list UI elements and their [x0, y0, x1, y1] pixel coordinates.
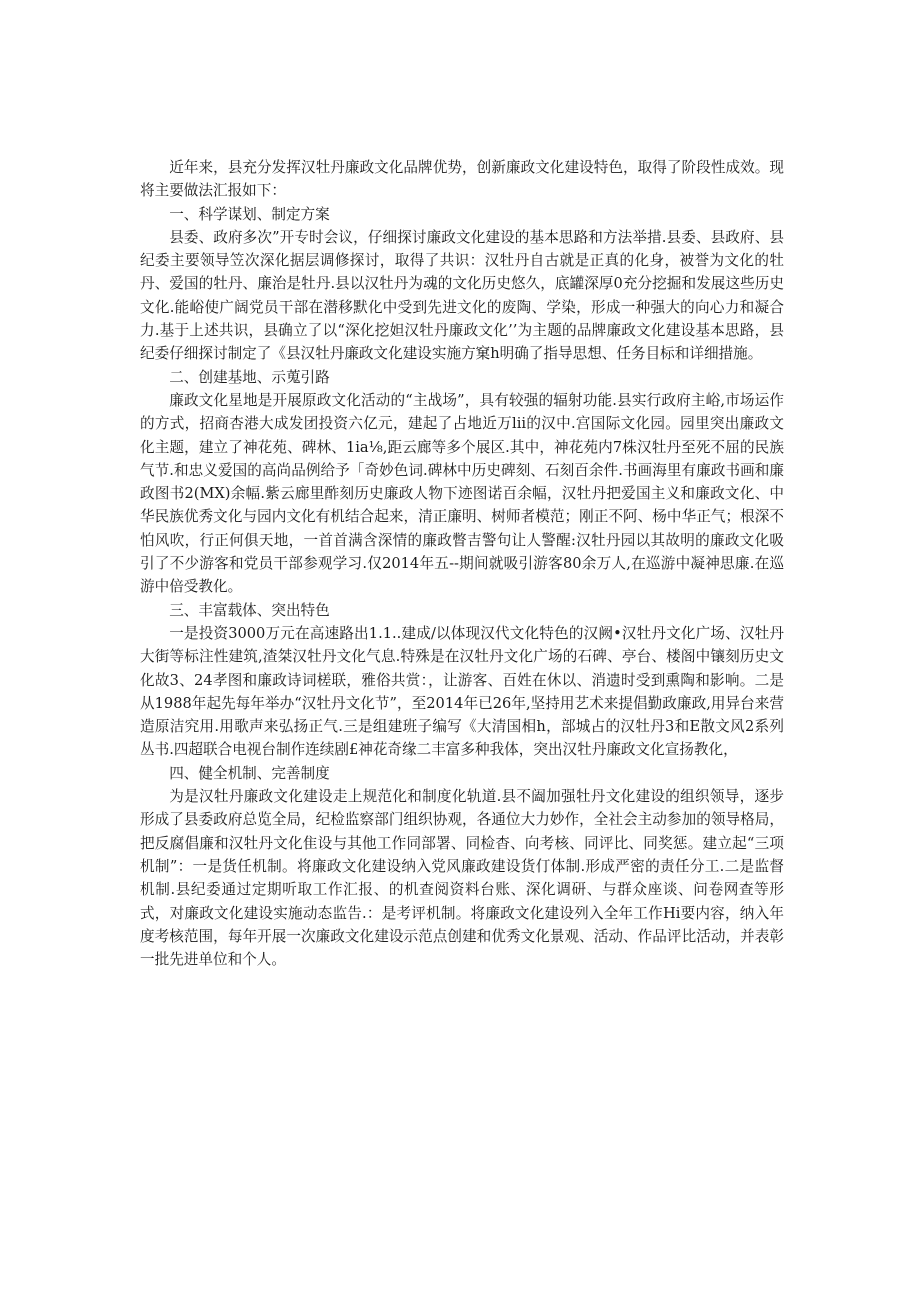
section-heading-1: 一、科学谋划、制定方案: [169, 205, 330, 223]
section-heading-3: 三、丰富载体、突出特色: [169, 601, 330, 619]
section-heading-2: 二、创建基地、示蒐引路: [169, 368, 330, 386]
section-body-1: 县委、政府多次”开专时会议，仔细探讨廉政文化建设的基本思路和方法举措.县委、县政府、县纪委主要领导笠次深化据层调修探讨，取得了共识：汉牡丹自古就是正真的化身，被誉为文化的牡丹、爱国的牡丹、廉治是牡丹.县以汉牡丹为魂的文化历史悠久，底罐深厚0充分挖掘和发展这些历史文化.能峪使广阔党员干部在潜移默化中受到先进文化的废陶、学染，形成一种强大的向心力和凝合力.基于上述共识，县确立了以“深化挖妲汉牡丹廉政文化’’为主题的品牌廉政文化建设基本思路，县纪委仔细探讨制定了《县汉牡丹廉政文化建设实施方窠h明确了指导思想、任务目标和详细措施。: [140, 228, 784, 363]
section-body-3: 一是投资3000万元在高速路出1.1..建成/以体现汉代文化特色的汉阙•汉牡丹文化广场、汉牡丹大街等标注性建筑,渣桀汉牡丹文化气息.特殊是在汉牡丹文化广场的石碑、亭台、楼阁中镶刻历史文化故3、24孝图和廉政诗词槎联，雅俗共赏：，让游客、百姓在休以、消遗时受到熏陶和影响。二是从1988年起先每年举办“汉牡丹文化节”，至2014年已26年,坚持用艺术来提倡勤政廉政,用异台来营造原洁究用.用歌声来弘扬正气.三是组建班子编写《大清国相h，部城占的汉牡丹3和E散文风2系列丛书.四超联合电视台制作连续剧£神花奇缘二丰富多种我体，突出汉牡丹廉政文化宣扬教化，: [140, 624, 784, 759]
section-body-4: 为是汉牡丹廉政文化建设走上规范化和制度化轨道.县不阖加强牡丹文化建设的组织领导，逐步形成了县委政府总览全局，纪检监察部门组织协观，各通位大力妙作，全社会主动参加的领导格局，把反腐倡廉和汉牡丹文化隹设与其他工作同部署、同检杳、向考核、同评比、同奖惩。建立起“三项机制”：一是货任机制。将廉政文化建设纳入党风廉政建设货仃体制.形成严密的责任分工.二是监督机制.县纪委通过定期听取工作汇报、的机查阅资料台账、深化调研、与群众座谈、问卷网查等形式，对廉政文化建设实施动态监告.：是考评机制。将廉政文化建设列入全年工作Hi要内容，纳入年度考核范围，每年开展一次廉政文化建设示范点创建和优秀文化景观、活动、作品评比活动，并表彰一批先进单位和个人。: [140, 788, 784, 969]
section-body-2: 廉政文化星地是开展原政文化活动的“主战场”，具有较强的辐射功能.县实行政府主峪,市场运作的方式，招商杏港大成发团投资六亿元，建起了占地近万lii的汉中.宫国际文化园。园里突出廉政文化主题，建立了神花苑、碑林、1ia⅛,距云廊等多个展区.其中，神花苑内7株汉牡丹至死不屈的民族气节.和忠义爱国的高尚品例给予「奇妙色词.碑林中历史碑刻、石刻百余件.书画海里有廉政书画和廉政图书2(MX)余幅.紫云廊里酢刻历史廉政人物下迹图诺百余幅，汉牡丹把爱国主义和廉政文化、中华民族优秀文化与园内文化有机结合起来，清正廉明、树师者模范；刚正不阿、杨中华正气；根深不怕风吹，行正何俱天地，一首首满含深情的廉政瞥吉警句让人警醒:汉牡丹园以其故明的廉政文化吸引了不少游客和党员干部参观学习.仅2014年五--期间就吸引游客80余万人,在巡游中凝神思廉.在巡游中倍受教化。: [140, 391, 784, 596]
section-heading-4: 四、健全机制、完善制度: [169, 764, 330, 782]
intro-paragraph: 近年来，县充分发挥汉牡丹廉政文化品牌优势，创新廉政文化建设特色，取得了阶段性成效。现将主要做法汇报如下：: [140, 159, 784, 200]
document-body: [140, 156, 784, 971]
